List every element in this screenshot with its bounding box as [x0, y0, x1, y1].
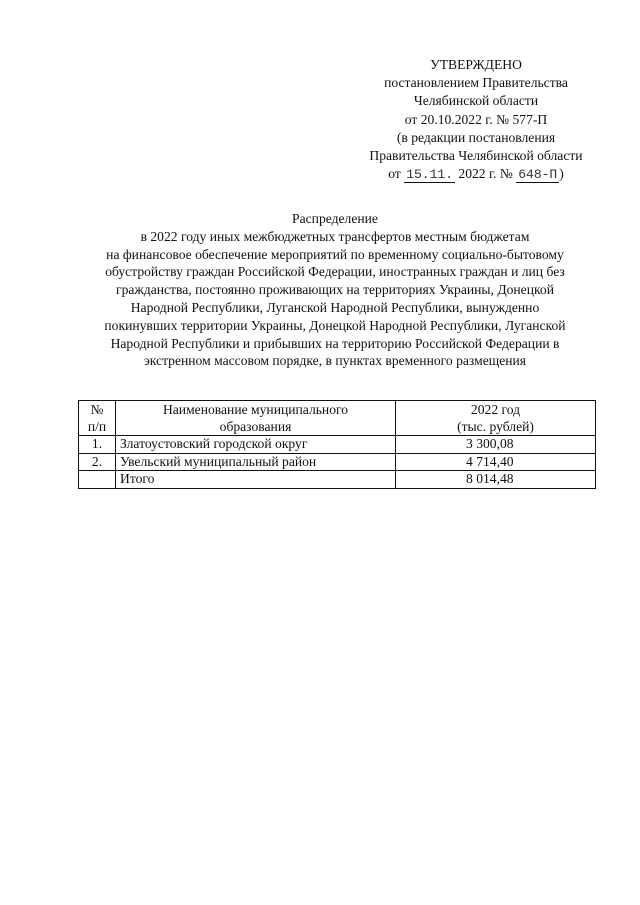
approval-line: Челябинской области	[413, 93, 539, 109]
approval-line: от 20.10.2022 г. № 577-П	[404, 111, 548, 127]
row-num	[79, 471, 116, 489]
row-num: 1.	[79, 436, 116, 454]
approval-line: постановлением Правительства	[384, 75, 568, 91]
row-name: Златоустовский городской округ	[116, 436, 396, 454]
amendment-line	[340, 165, 612, 184]
approval-stamp	[340, 56, 612, 184]
title-line: Распределение	[292, 211, 378, 226]
title-line: Народной Республики, Луганской Народной Республики, вынужденно	[130, 299, 540, 315]
row-name: Увельский муниципальный район	[116, 453, 396, 471]
amendment-year: 2022 г. №	[458, 166, 513, 182]
title-line: экстренном массовом порядке, в пунктах временного размещения	[143, 353, 527, 369]
amendment-close: )	[559, 166, 564, 182]
title-line: в 2022 году иных межбюджетных трансфертов местным бюджетам	[140, 228, 530, 244]
header-num	[79, 401, 116, 436]
header-name-line: образования	[219, 418, 292, 434]
amendment-date-handwritten: 15.11.	[406, 167, 453, 183]
row-value: 4 714,40	[396, 453, 596, 471]
title-line: на финансовое обеспечение мероприятий по временному социально-бытовому	[106, 246, 564, 262]
header-num-line: п/п	[87, 418, 107, 434]
row-name: Итого	[116, 471, 396, 489]
title-line: Народной Республики и прибывших на территорию Российской Федерации в	[110, 335, 560, 351]
table-row	[79, 453, 596, 471]
approval-line: Правительства Челябинской области	[369, 148, 583, 164]
table-row	[79, 436, 596, 454]
row-num: 2.	[79, 453, 116, 471]
header-name	[116, 401, 396, 436]
table-total-row	[79, 471, 596, 489]
amendment-number-handwritten: 648-П	[518, 167, 558, 183]
document-title	[70, 210, 600, 370]
table-header-row	[79, 401, 596, 436]
title-line: покинувших территории Украины, Донецкой Народной Республики, Луганской	[104, 317, 566, 333]
amendment-prefix: от	[388, 166, 401, 182]
row-value: 8 014,48	[396, 471, 596, 489]
header-name-line: Наименование муниципального	[162, 402, 349, 417]
title-line: гражданства, постоянно проживающих на территориях Украины, Донецкой	[116, 282, 554, 298]
header-value-line: (тыс. рублей)	[457, 418, 534, 434]
header-value	[396, 401, 596, 436]
header-num-line: №	[90, 402, 104, 417]
header-value-line: 2022 год	[470, 402, 521, 417]
row-value: 3 300,08	[396, 436, 596, 454]
title-line: обустройству граждан Российской Федерации, иностранных граждан и лиц без	[105, 264, 565, 280]
approval-line: (в редакции постановления	[396, 129, 556, 145]
distribution-table	[78, 400, 596, 489]
approval-heading: УТВЕРЖДЕНО	[430, 57, 522, 72]
